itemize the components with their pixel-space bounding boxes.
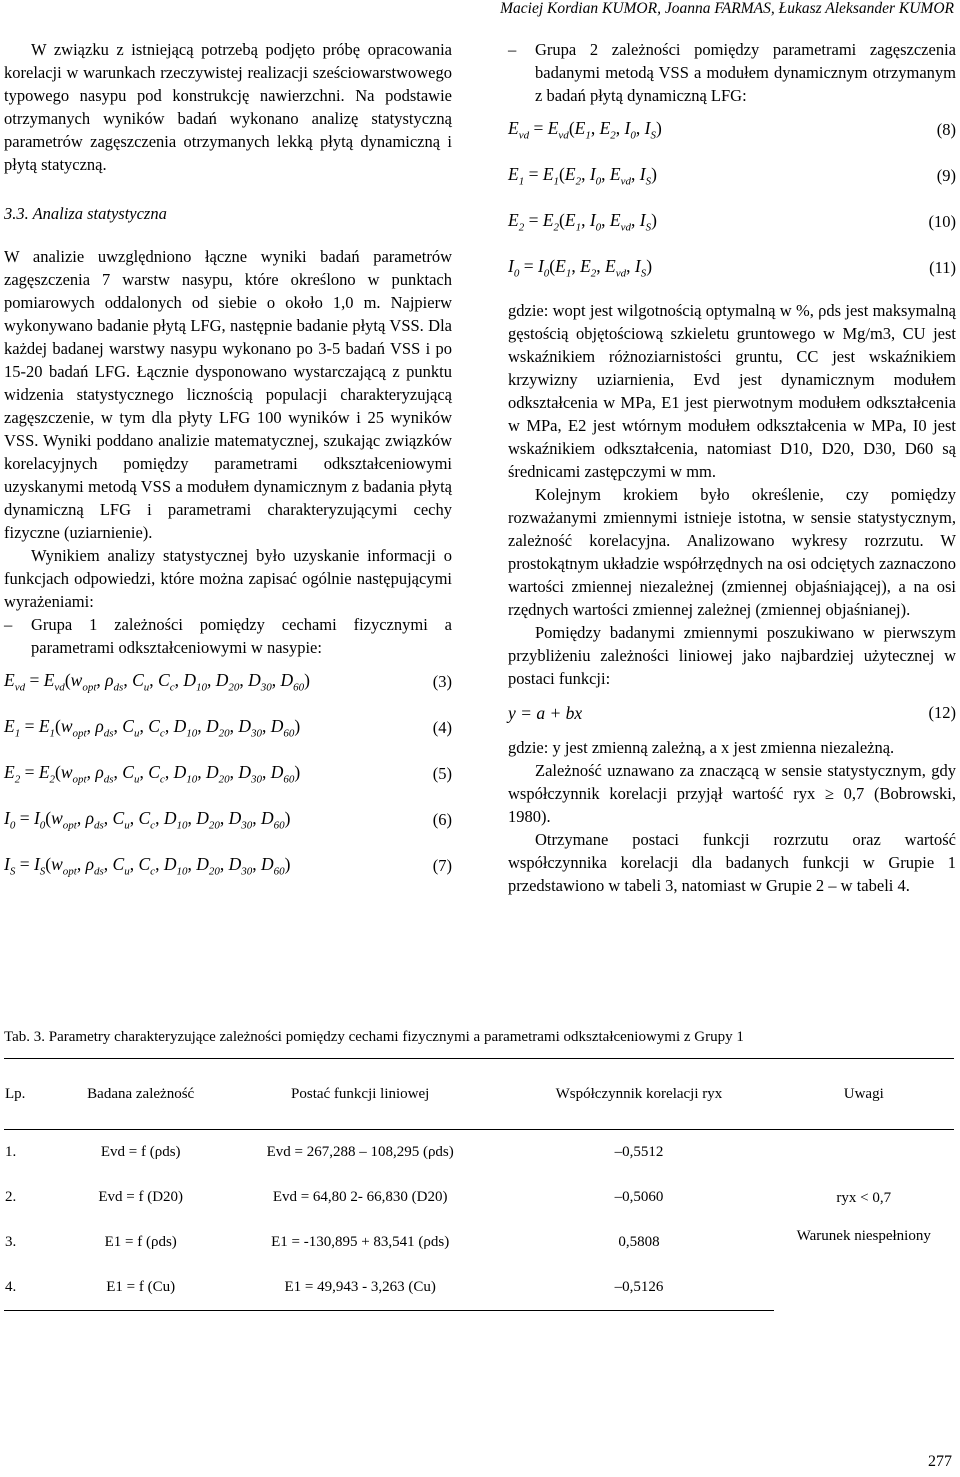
equation-expression: $E_2 = E_2(w_{opt}$, $\rho_{ds}$, $C_u$, $C_c$, $D_{10}$, $D_{20}$, $D_{30}$, $D_{60}$) (4, 762, 301, 786)
equation-5 (4, 751, 452, 797)
cell-lp: 1. (5, 1144, 17, 1160)
equation-3 (4, 659, 452, 705)
note-condition: ryx < 0,7 (836, 1189, 892, 1206)
equation-number: (3) (432, 672, 452, 691)
equation-expression: $I_0 = I_0(E_1$, $E_2$, $E_{vd}$, $I_S$) (508, 256, 653, 280)
equation-number: (11) (929, 258, 956, 277)
cell-relation: Evd = f (ρds) (100, 1144, 181, 1160)
equation-number: (6) (432, 810, 452, 829)
equation-number: (12) (928, 703, 956, 722)
equation-expression: $E_1 = E_1(E_2$, $I_0$, $E_{vd}$, $I_S$) (508, 164, 657, 188)
cell-lp: 4. (4, 1265, 65, 1311)
running-header: Maciej Kordian KUMOR, Joanna FARMAS, Łukasz Aleksander KUMOR (500, 0, 954, 17)
table-row (4, 1130, 954, 1176)
cell-lp: 2. (5, 1189, 17, 1205)
cell-correlation: –0,5512 (614, 1144, 664, 1160)
header-lp: Lp. (4, 1059, 65, 1130)
cell-relation: E1 = f (ρds) (104, 1234, 177, 1250)
paragraph-analysis: W analizie uwzględniono łączne wyniki badań parametrów zagęszczenia 7 warstw nasypu, które określono w punktach pomiarowych oddalonych od siebie o około 1,0 m. Najpierw wykonywano badanie płytą LFG, następnie badanie płytą VSS. Dla każdej badanej warstwy nasypu wykonano po 3-5 badań VSS i po 15-20 badań LFG. Łącznie dysponowano wystarczającą z punktu widzenia statystycznego licznością populacji charakteryzującą zagęszczenie, w tym dla płyty LFG 100 wyników i 25 wyników VSS. Wyniki poddano analizie matematycznej, szukając związków korelacyjnych pomiędzy parametrami odkształceniowymi uzyskanymi metodą VSS a modułem dynamicznym z badania płytą dynamiczną LFG i parametrami charakteryzującymi cechy fizyczne (uziarnienie). (4, 247, 452, 542)
header-notes: Uwagi (774, 1059, 954, 1130)
equation-number: (9) (936, 166, 956, 185)
equation-11 (508, 245, 956, 291)
paragraph-response-functions: Wynikiem analizy statystycznej było uzyskanie informacji o funkcjach odpowiedzi, które można zapisać ogólnie następującymi wyrażeniami: (4, 546, 452, 611)
dash-bullet: – (508, 40, 517, 59)
header-function: Postać funkcji liniowej (216, 1059, 504, 1130)
header-correlation: Współczynnik korelacji ryx (504, 1059, 773, 1130)
dash-bullet: – (4, 615, 13, 634)
group-1-text: Grupa 1 zależności pomiędzy cechami fizycznymi a parametrami odkształceniowymi w nasypie: (31, 615, 452, 657)
table-caption: Tab. 3. Parametry charakteryzujące zależności pomiędzy cechami fizycznymi a parametrami odkształceniowymi z Grupy 1 (4, 1029, 744, 1045)
cell-relation: E1 = f (Cu) (65, 1265, 216, 1311)
paragraph-next-step: Kolejnym krokiem było określenie, czy pomiędzy rozważanymi zmiennymi istnieje istotna, w sensie statystycznym, zależność korelacyjna. Analizowano wykresy rozrzutu. W prostokątnym układzie współrzędnych na osi odciętych zaznaczono wartości zmiennej niezależnej (zmiennej objaśniającej), a na osi rzędnych wartości zmiennej zależnej (zmiennej objaśnianej). (508, 485, 956, 619)
paragraph-linear: Pomiędzy badanymi zmiennymi poszukiwano w pierwszym przybliżeniu zależności liniowej jako najbardziej użytecznej w postaci funkcji: (508, 623, 956, 688)
group-2-text: Grupa 2 zależności pomiędzy parametrami zagęszczenia badanymi metodą VSS a modułem dynamicznym otrzymanym z badań płytą dynamiczną LFG: (535, 40, 956, 105)
table-3 (4, 1058, 954, 1311)
cell-correlation: –0,5126 (504, 1265, 773, 1311)
paragraph-significance: Zależność uznawano za znaczącą w sensie statystycznym, gdy współczynnik korelacji przyjął wartość ryx ≥ 0,7 (Bobrowski, 1980). (508, 761, 956, 826)
left-column (4, 38, 452, 889)
equation-number: (10) (928, 212, 956, 231)
cell-correlation: –0,5060 (614, 1189, 664, 1205)
header-relation: Badana zależność (65, 1059, 216, 1130)
paragraph-symbols: gdzie: wopt jest wilgotnością optymalną w %, ρds jest maksymalną gęstością objętościową szkieletu gruntowego w Mg/m3, CU jest wskaźnikiem różnoziarnistości gruntu, CC jest wskaźnikiem krzywizny uziarnienia, Evd jest dynamicznym modułem odkształcenia w MPa, E1 jest pierwotnym modułem odkształcenia w MPa, E2 jest wtórnym modułem odkształcenia w MPa, I0 jest wskaźnikiem odkształcenia, natomiast D10, D20, D30, D60 są średnicami zastępczymi w mm. (508, 301, 956, 481)
equation-6 (4, 797, 452, 843)
equation-expression: $E_{vd} = E_{vd}(E_1$, $E_2$, $I_0$, $I_S$) (508, 118, 662, 142)
table-header-row (4, 1059, 954, 1130)
equation-number: (5) (432, 764, 452, 783)
equation-number: (4) (432, 718, 452, 737)
equation-number: (8) (936, 120, 956, 139)
equation-8 (508, 107, 956, 153)
equation-expression: $E_{vd} = E_{vd}(w_{opt}$, $\rho_{ds}$, $C_u$, $C_c$, $D_{10}$, $D_{20}$, $D_{30}$, $D_{60}$) (4, 670, 310, 694)
group-1-item (4, 613, 452, 659)
right-column (508, 38, 956, 897)
equation-10 (508, 199, 956, 245)
paragraph-intro: W związku z istniejącą potrzebą podjęto próbę opracowania korelacji w warunkach rzeczywistej realizacji sześciowarstwowego typowego nasypu pod konstrukcję nawierzchni. Na podstawie otrzymanych wyników badań wykonano analizę statystyczną parametrów zagęszczenia otrzymanych lekką płytą dynamiczną i płytą statyczną. (4, 40, 452, 174)
equation-expression: $E_1 = E_1(w_{opt}$, $\rho_{ds}$, $C_u$, $C_c$, $D_{10}$, $D_{20}$, $D_{30}$, $D_{60}$) (4, 716, 301, 740)
cell-lp: 3. (5, 1234, 17, 1250)
paragraph-results: Otrzymane postaci funkcji rozrzutu oraz wartość współczynnika korelacji dla badanych funkcji w Grupie 1 przedstawiono w tabeli 3, natomiast w Grupie 2 – w tabeli 4. (508, 830, 956, 895)
equation-7 (4, 843, 452, 889)
equation-9 (508, 153, 956, 199)
equation-4 (4, 705, 452, 751)
equation-expression: $I_S = I_S(w_{opt}$, $\rho_{ds}$, $C_u$, $C_c$, $D_{10}$, $D_{20}$, $D_{30}$, $D_{60}$) (4, 854, 291, 878)
equation-expression: $I_0 = I_0(w_{opt}$, $\rho_{ds}$, $C_u$, $C_c$, $D_{10}$, $D_{20}$, $D_{30}$, $D_{60}$) (4, 808, 291, 832)
equation-expression: $E_2 = E_2(E_1$, $I_0$, $E_{vd}$, $I_S$) (508, 210, 657, 234)
page-number: 277 (928, 1453, 952, 1470)
cell-function: E1 = -130,895 + 83,541 (ρds) (271, 1234, 450, 1250)
cell-correlation: 0,5808 (618, 1234, 660, 1250)
section-heading: 3.3. Analiza statystyczna (4, 204, 167, 223)
cell-relation: Evd = f (D20) (98, 1189, 184, 1205)
equation-expression: y = a + bx (508, 702, 583, 723)
group-2-item (508, 38, 956, 107)
cell-function: Evd = 64,80 2- 66,830 (D20) (272, 1189, 448, 1205)
cell-function: Evd = 267,288 – 108,295 (ρds) (266, 1144, 454, 1160)
paragraph-variables: gdzie: y jest zmienną zależną, a x jest zmienna niezależną. (508, 738, 895, 757)
equation-12 (508, 690, 956, 736)
note-status: Warunek niespełniony (796, 1227, 931, 1244)
cell-notes (774, 1130, 954, 1311)
cell-function: E1 = 49,943 - 3,263 (Cu) (216, 1265, 504, 1311)
equation-number: (7) (432, 856, 452, 875)
